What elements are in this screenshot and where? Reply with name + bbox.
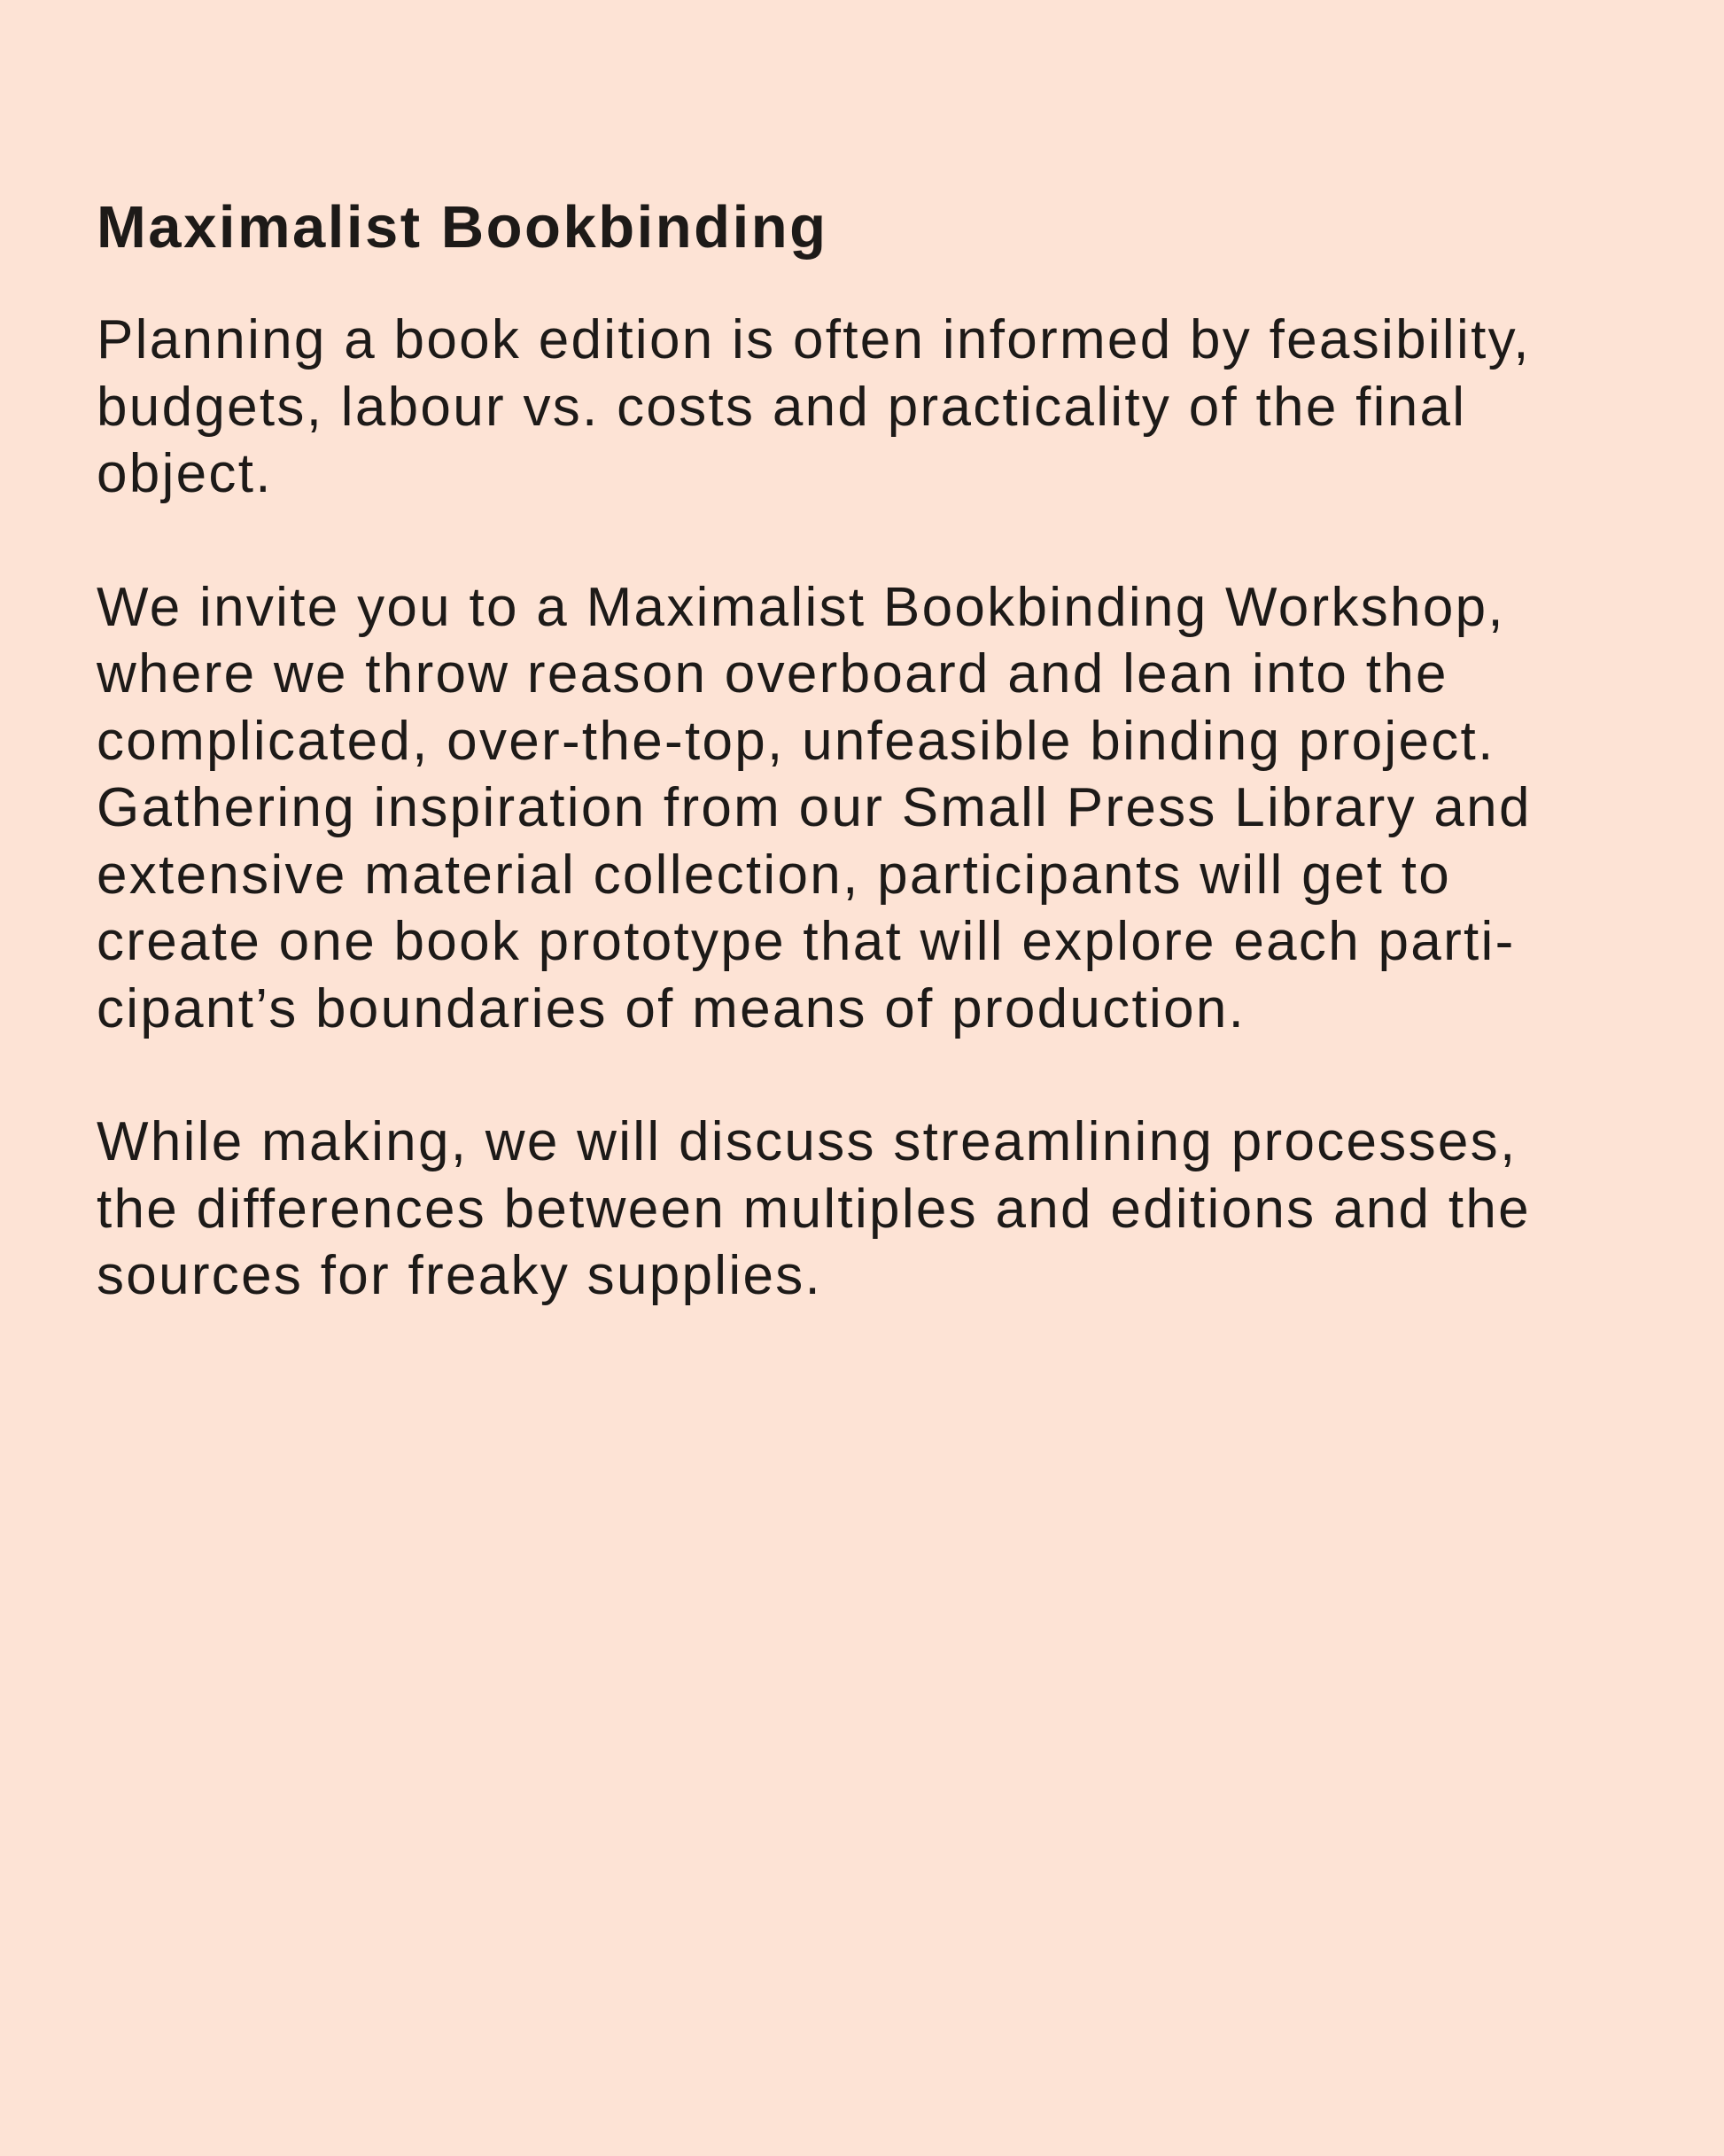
paragraph-intro (97, 307, 1653, 508)
document-title: Maximalist Bookbinding (97, 194, 828, 261)
paragraph-invitation (97, 574, 1653, 1043)
paragraph-line: object. (97, 443, 273, 504)
paragraph-line: complicated, over-the-top, unfeasible binding project. (97, 710, 1495, 772)
paragraph-line: sources for freaky supplies. (97, 1245, 823, 1306)
paragraph-line: the differences between multiples and editions and the (97, 1178, 1531, 1240)
paragraph-line: Planning a book edition is often informed by feasibility, (97, 309, 1531, 370)
paragraph-line: where we throw reason overboard and lean into the (97, 643, 1448, 704)
paragraph-line: extensive material collection, participants will get to (97, 844, 1452, 906)
paragraph-discussion (97, 1109, 1653, 1310)
paragraph-line: We invite you to a Maximalist Bookbinding Workshop, (97, 576, 1505, 638)
paragraph-line: Gathering inspiration from our Small Press Library and (97, 777, 1532, 838)
paragraph-line: budgets, labour vs. costs and practicality of the final (97, 376, 1467, 438)
paragraph-line: cipant’s boundaries of means of production. (97, 977, 1246, 1039)
paragraph-line: While making, we will discuss streamlining processes, (97, 1111, 1518, 1172)
paragraph-line: create one book prototype that will explore each parti- (97, 911, 1516, 972)
